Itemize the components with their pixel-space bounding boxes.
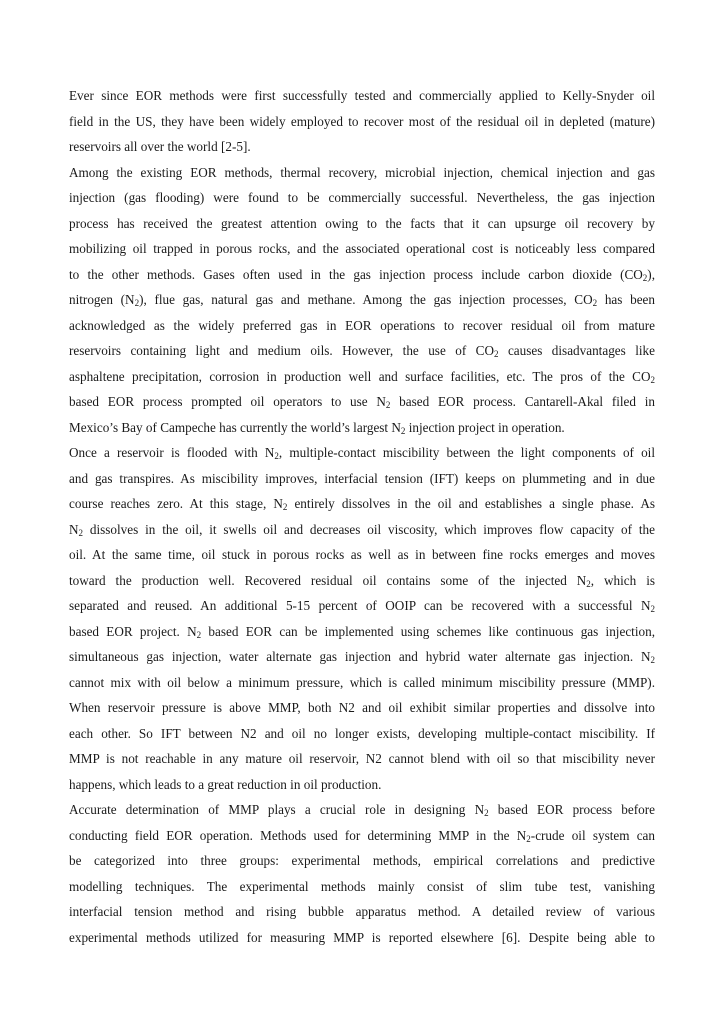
text-line: each other. So IFT between N2 and oil no longer exists, developing multiple-contact miscibility. If	[69, 725, 655, 741]
text-line: acknowledged as the widely preferred gas in EOR operations to recover residual oil from mature	[69, 317, 655, 333]
text-line: separated and reused. An additional 5-15 percent of OOIP can be recovered with a successful $N_2$	[69, 598, 655, 614]
text-line: Ever since EOR methods were first successfully tested and commercially applied to Kelly-Snyder oil	[69, 88, 655, 103]
text-line: injection (gas flooding) were found to be commercially successful. Nevertheless, the gas injection	[69, 190, 655, 205]
text-line: Once a reservoir is flooded with $N_2$, multiple-contact miscibility between the light components of oil	[69, 445, 655, 461]
text-line: experimental methods utilized for measuring MMP is reported elsewhere [6]. Despite being able to	[69, 929, 655, 945]
text-line: based EOR project. $N_2$ based EOR can be implemented using schemes like continuous gas injection,	[69, 623, 655, 640]
text-line: simultaneous gas injection, water alternate gas injection and hybrid water alternate gas injection. $N_2$	[69, 649, 655, 665]
text-line: interfacial tension method and rising bubble apparatus method. A detailed review of various	[69, 904, 655, 919]
text-line: cannot mix with oil below a minimum pressure, which is called minimum miscibility pressure (MMP).	[69, 674, 655, 690]
text-line: nitrogen $(N_2)$, flue gas, natural gas and methane. Among the gas injection processes, $CO_2$ has been	[69, 292, 655, 308]
text-line: MMP is not reachable in any mature oil reservoir, N2 cannot blend with oil so that miscibility never	[69, 751, 655, 766]
text-line: When reservoir pressure is above MMP, both N2 and oil exhibit similar properties and dissolve into	[69, 700, 655, 715]
text-line: field in the US, they have been widely employed to recover most of the residual oil in depleted (mature)	[69, 113, 655, 129]
text-line: asphaltene precipitation, corrosion in production well and surface facilities, etc. The pros of the $CO_2$	[69, 368, 655, 385]
text-line: happens, which leads to a great reduction in oil production.	[69, 776, 382, 792]
text-line: mobilizing oil trapped in porous rocks, and the associated operational cost is noticeably less compared	[69, 241, 655, 256]
text-line: course reaches zero. At this stage, $N_2$ entirely dissolves in the oil and establishes a single phase. As	[69, 496, 655, 512]
text-line: reservoirs all over the world [2-5].	[69, 139, 251, 154]
text-line: process has received the greatest attention owing to the facts that it can upsurge oil recovery by	[69, 215, 655, 231]
text-line: and gas transpires. As miscibility improves, interfacial tension (IFT) keeps on plummeting and in due	[69, 470, 655, 486]
text-line: conducting field EOR operation. Methods used for determining MMP in the $N_2$-crude oil system can	[69, 827, 655, 844]
text-line: be categorized into three groups: experimental methods, empirical correlations and predictive	[69, 853, 655, 868]
text-line: Mexico’s Bay of Campeche has currently the world’s largest $N_2$ injection project in operation.	[69, 419, 565, 436]
text-line: reservoirs containing light and medium oils. However, the use of $CO_2$ causes disadvantages like	[69, 343, 655, 359]
text-line: Accurate determination of MMP plays a crucial role in designing $N_2$ based EOR process before	[69, 802, 655, 818]
text-line: modelling techniques. The experimental methods mainly consist of slim tube test, vanishing	[69, 878, 655, 894]
text-line: Among the existing EOR methods, thermal recovery, microbial injection, chemical injection and gas	[69, 164, 655, 180]
text-line: toward the production well. Recovered residual oil contains some of the injected $N_2$, which is	[69, 572, 655, 589]
text-line: oil. At the same time, oil stuck in porous rocks as well as in between fine rocks emerges and moves	[69, 547, 655, 562]
text-line: to the other methods. Gases often used in the gas injection process include carbon dioxide $(CO_2)$,	[69, 266, 655, 283]
text-line: based EOR process prompted oil operators to use $N_2$ based EOR process. Cantarell-Akal filed in	[69, 394, 655, 410]
text-line: $N_2$ dissolves in the oil, it swells oil and decreases oil viscosity, which improves flow capacity of the	[69, 521, 655, 538]
